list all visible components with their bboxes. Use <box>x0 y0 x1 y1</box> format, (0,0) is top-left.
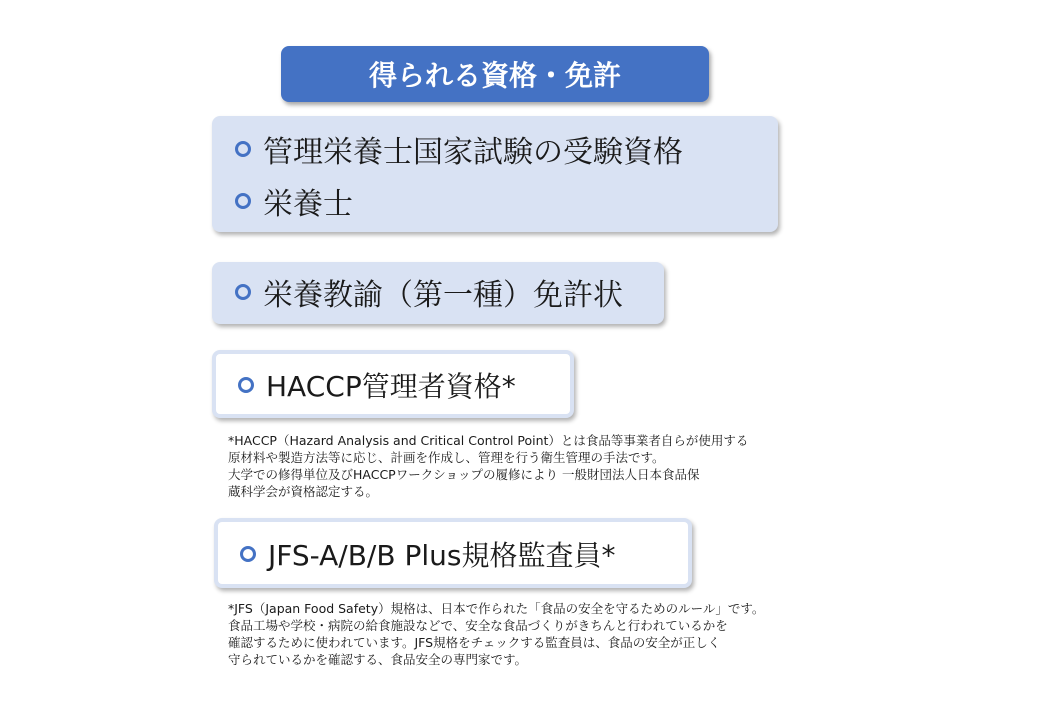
footnote-line: 守られているかを確認する、食品安全の専門家です。 <box>228 652 528 667</box>
list-item-dietitian <box>235 180 353 222</box>
list-item-label: 栄養教諭（第一種）免許状 <box>263 278 623 313</box>
footnote-line: 確認するために使われています。JFS規格をチェックする監査員は、食品の安全が正しく <box>228 635 721 650</box>
jfs-footnote <box>228 600 764 668</box>
list-item-jfs-auditor <box>240 534 615 574</box>
haccp-footnote <box>228 432 748 500</box>
list-item-label: 栄養士 <box>263 187 353 222</box>
footnote-line: 食品工場や学校・病院の給食施設などで、安全な食品づくりがきちんと行われているかを <box>228 618 728 633</box>
list-item-haccp-manager <box>238 365 516 405</box>
footnote-line: 大学での修得単位及びHACCPワークショップの履修により 一般財団法人日本食品保 <box>228 467 700 482</box>
list-item-label: HACCP管理者資格* <box>266 370 516 403</box>
footnote-line: 蔵科学会が資格認定する。 <box>228 484 379 499</box>
list-item-registered-dietitian-exam <box>235 128 683 170</box>
bullet-icon <box>238 377 254 393</box>
bullet-icon <box>240 546 256 562</box>
list-item-label: JFS-A/B/B Plus規格監査員* <box>268 539 616 572</box>
section-title-banner <box>281 46 709 102</box>
footnote-line: 原材料や製造方法等に応じ、計画を作成し、管理を行う衛生管理の手法です。 <box>228 450 665 465</box>
bullet-icon <box>235 141 251 157</box>
bullet-icon <box>235 193 251 209</box>
footnote-line: *HACCP（Hazard Analysis and Critical Control Point）とは食品等事業者自らが使用する <box>228 433 749 448</box>
section-title: 得られる資格・免許 <box>368 59 621 92</box>
list-item-nutrition-teacher-license <box>235 271 623 313</box>
list-item-label: 管理栄養士国家試験の受験資格 <box>263 135 683 170</box>
bullet-icon <box>235 284 251 300</box>
footnote-line: *JFS（Japan Food Safety）規格は、日本で作られた「食品の安全を守るためのルール」です。 <box>228 601 765 616</box>
